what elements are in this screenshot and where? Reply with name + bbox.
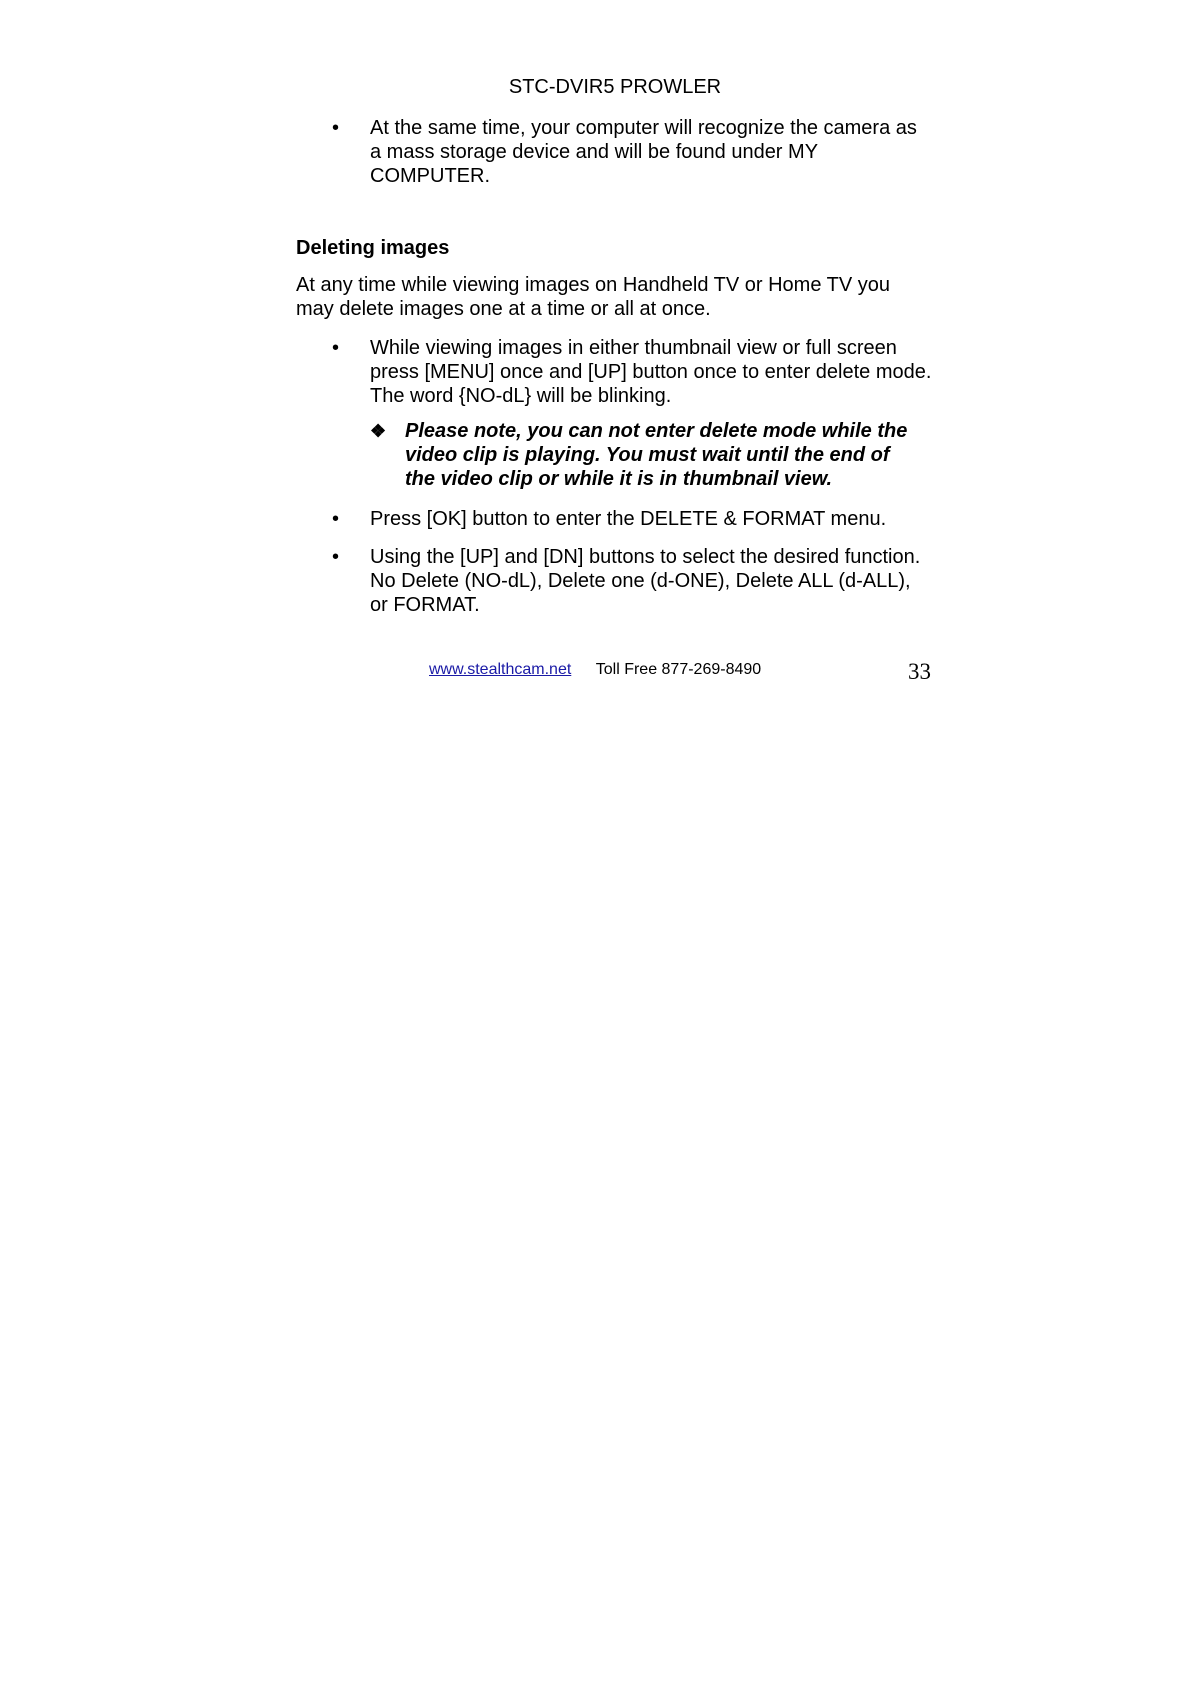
page-header-title: STC-DVIR5 PROWLER: [508, 76, 722, 98]
text-line: may delete images one at a time or all at once.: [296, 298, 711, 320]
bullet-icon: •: [332, 337, 340, 359]
bullet-icon: •: [332, 508, 340, 530]
text-line: or FORMAT.: [370, 594, 480, 616]
text-line: At any time while viewing images on Handheld TV or Home TV you: [296, 274, 890, 296]
text-line: The word {NO-dL} will be blinking.: [370, 385, 672, 407]
page-number: 33: [908, 659, 931, 684]
list-item-text: [370, 336, 950, 408]
bullet-icon: •: [332, 117, 340, 139]
section-paragraph: [296, 273, 936, 321]
text-line: Press [OK] button to enter the DELETE & FORMAT menu.: [370, 508, 887, 530]
text-line: At the same time, your computer will recognize the camera as: [370, 117, 917, 139]
diamond-icon: ❖: [370, 421, 387, 441]
text-line: a mass storage device and will be found under MY: [370, 141, 819, 163]
list-item-text: [370, 116, 950, 188]
bullet-icon: •: [332, 546, 340, 568]
text-line: No Delete (NO-dL), Delete one (d-ONE), Delete ALL (d-ALL),: [370, 570, 911, 592]
text-line: the video clip or while it is in thumbnail view.: [405, 468, 833, 490]
text-line: Please note, you can not enter delete mode while the: [405, 420, 908, 442]
text-line: While viewing images in either thumbnail view or full screen: [370, 337, 897, 359]
text-line: video clip is playing. You must wait until the end of: [405, 444, 890, 466]
list-item-text: [370, 545, 950, 617]
text-line: COMPUTER.: [370, 165, 490, 187]
list-item-text: [370, 507, 950, 531]
website-link[interactable]: www.stealthcam.net: [429, 661, 572, 678]
page-footer: [429, 660, 761, 680]
text-line: Using the [UP] and [DN] buttons to select the desired function.: [370, 546, 921, 568]
section-heading: Deleting images: [296, 237, 450, 259]
toll-free-phone: Toll Free 877-269-8490: [595, 661, 762, 678]
note-text: [405, 419, 930, 491]
text-line: press [MENU] once and [UP] button once to enter delete mode.: [370, 361, 932, 383]
